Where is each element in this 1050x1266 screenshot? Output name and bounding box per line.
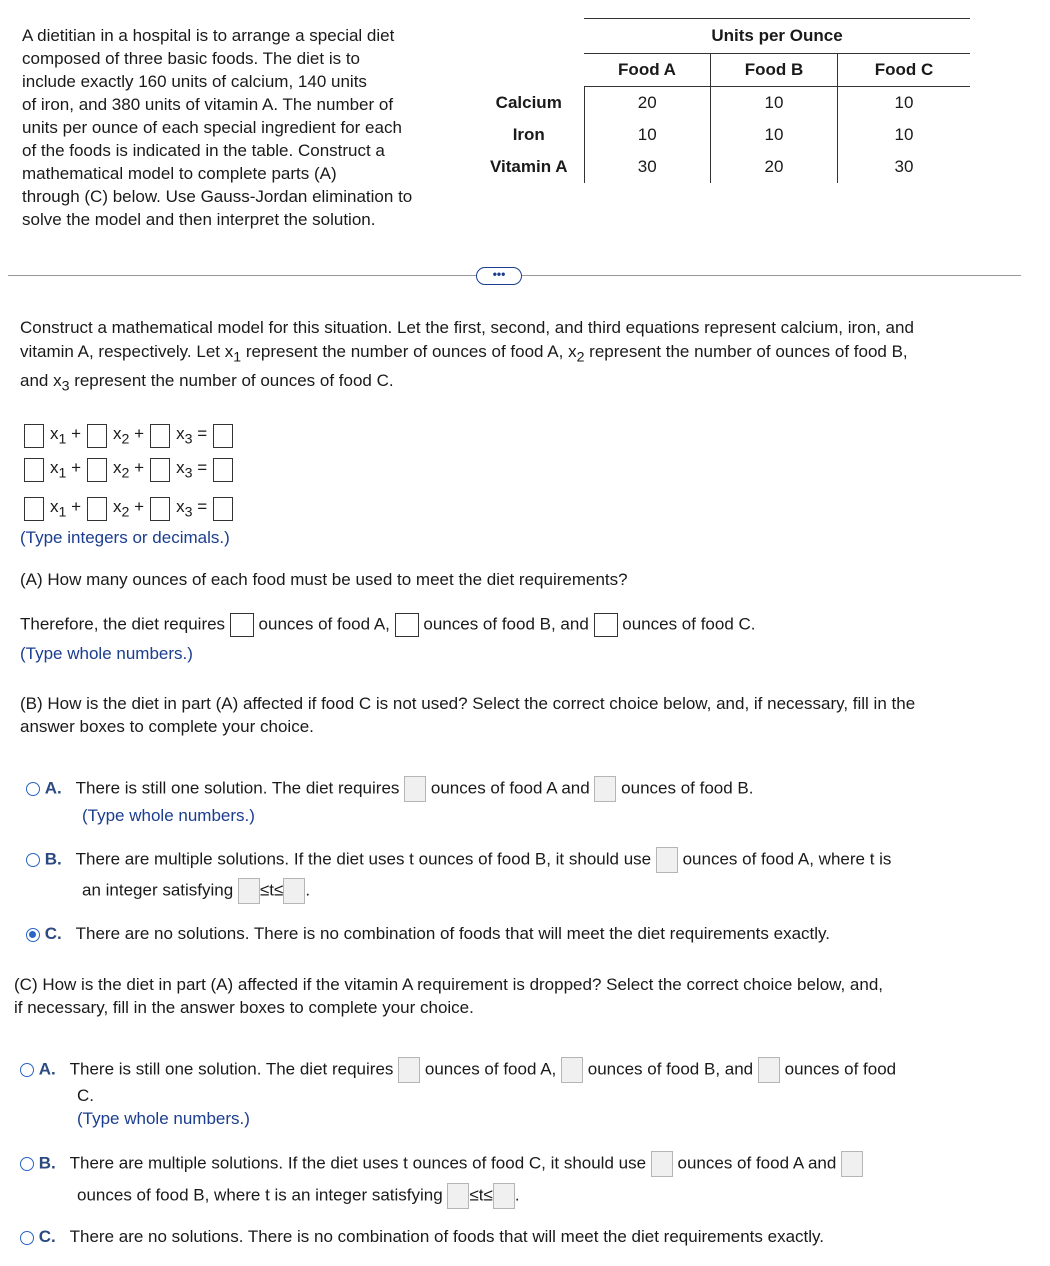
food-a-input[interactable] bbox=[230, 613, 254, 637]
equations-hint: (Type integers or decimals.) bbox=[20, 528, 230, 547]
part-b-option-a[interactable]: A. There is still one solution. The diet requires ounces of food A and ounces of food B. bbox=[26, 776, 753, 802]
problem-line: through (C) below. Use Gauss-Jordan elimination to bbox=[22, 187, 413, 206]
radio-button-selected[interactable] bbox=[26, 928, 40, 942]
column-header: Food B bbox=[711, 54, 838, 87]
units-table bbox=[474, 18, 970, 183]
part-c-question: if necessary, fill in the answer boxes to complete your choice. bbox=[14, 998, 474, 1017]
problem-line: solve the model and then interpret the solution. bbox=[22, 210, 376, 229]
food-a-input[interactable] bbox=[404, 776, 426, 802]
rhs-input[interactable] bbox=[213, 497, 233, 521]
coef-input[interactable] bbox=[24, 458, 44, 482]
coef-input[interactable] bbox=[87, 458, 107, 482]
column-header: Food A bbox=[584, 54, 711, 87]
coef-input[interactable] bbox=[24, 424, 44, 448]
part-a-question: (A) How many ounces of each food must be used to meet the diet requirements? bbox=[20, 570, 628, 589]
equation-row-calcium: $x_1$ + $x_2$ + $x_3$ = bbox=[24, 424, 233, 448]
table-cell: 10 bbox=[838, 119, 971, 151]
expand-button[interactable]: ••• bbox=[476, 267, 522, 285]
food-b-input[interactable] bbox=[594, 776, 616, 802]
coef-input[interactable] bbox=[87, 497, 107, 521]
radio-button[interactable] bbox=[20, 1063, 34, 1077]
model-prompt-line: vitamin A, respectively. Let $x_1$ represent the number of ounces of food A, $x_2$ represent the number of ounces of food B, bbox=[20, 342, 908, 366]
column-header: Food C bbox=[838, 54, 971, 87]
table-cell: 30 bbox=[584, 151, 711, 183]
part-a-answer-row: Therefore, the diet requires ounces of food A, ounces of food B, and ounces of food C. bbox=[20, 613, 756, 637]
radio-button[interactable] bbox=[20, 1157, 34, 1171]
problem-statement bbox=[22, 24, 462, 231]
table-cell: 10 bbox=[711, 87, 838, 120]
problem-line: composed of three basic foods. The diet is to bbox=[22, 49, 360, 68]
row-label: Calcium bbox=[495, 92, 562, 112]
food-a-input[interactable] bbox=[656, 847, 678, 873]
coef-input[interactable] bbox=[24, 497, 44, 521]
table-row bbox=[474, 87, 970, 120]
food-c-input[interactable] bbox=[758, 1057, 780, 1083]
table-cell: 20 bbox=[711, 151, 838, 183]
food-a-input[interactable] bbox=[398, 1057, 420, 1083]
part-c-option-a-cont: C. bbox=[77, 1086, 94, 1105]
equation-row-iron: $x_1$ + $x_2$ + $x_3$ = bbox=[24, 458, 233, 482]
part-b-option-c[interactable]: C. There are no solutions. There is no combination of foods that will meet the diet requirements exactly. bbox=[26, 924, 830, 944]
food-a-input[interactable] bbox=[651, 1151, 673, 1177]
problem-line: A dietitian in a hospital is to arrange a special diet bbox=[22, 26, 395, 45]
food-c-input[interactable] bbox=[594, 613, 618, 637]
food-b-input[interactable] bbox=[561, 1057, 583, 1083]
table-title: Units per Ounce bbox=[584, 19, 970, 54]
part-c-option-c[interactable]: C. There are no solutions. There is no combination of foods that will meet the diet requirements exactly. bbox=[20, 1227, 824, 1247]
row-label: Iron bbox=[512, 125, 545, 144]
table-row bbox=[474, 119, 970, 151]
part-b-question: (B) How is the diet in part (A) affected if food C is not used? Select the correct choice below, and, if necessary, fill in the bbox=[20, 694, 916, 713]
part-c-option-b-cont: ounces of food B, where t is an integer satisfying ≤t≤ . bbox=[77, 1183, 520, 1209]
equation-row-vitamin-a: $x_1$ + $x_2$ + $x_3$ = bbox=[24, 497, 233, 521]
food-b-input[interactable] bbox=[395, 613, 419, 637]
problem-line: mathematical model to complete parts (A) bbox=[22, 164, 337, 183]
table-row bbox=[474, 151, 970, 183]
lower-bound-input[interactable] bbox=[238, 878, 260, 904]
problem-line: units per ounce of each special ingredient for each bbox=[22, 118, 402, 137]
coef-input[interactable] bbox=[150, 424, 170, 448]
table-cell: 10 bbox=[838, 87, 971, 120]
model-prompt-line: Construct a mathematical model for this situation. Let the first, second, and third equations represent calcium, iron, and bbox=[20, 318, 914, 337]
model-prompt-line: and $x_3$ represent the number of ounces of food C. bbox=[20, 371, 394, 395]
part-b-option-a-hint: (Type whole numbers.) bbox=[82, 806, 255, 825]
part-c-option-a[interactable]: A. There is still one solution. The diet requires ounces of food A, ounces of food B, and ounces of food bbox=[20, 1057, 896, 1083]
table-cell: 10 bbox=[584, 119, 711, 151]
rhs-input[interactable] bbox=[213, 424, 233, 448]
radio-button[interactable] bbox=[26, 782, 40, 796]
part-b-question: answer boxes to complete your choice. bbox=[20, 717, 314, 736]
row-label: Vitamin A bbox=[490, 157, 568, 176]
part-c-option-a-hint: (Type whole numbers.) bbox=[77, 1109, 250, 1128]
part-a-hint: (Type whole numbers.) bbox=[20, 644, 193, 663]
part-b-option-b[interactable]: B. There are multiple solutions. If the diet uses t ounces of food B, it should use ounces of food A, where t is bbox=[26, 847, 891, 873]
problem-line: of the foods is indicated in the table. Construct a bbox=[22, 141, 385, 160]
rhs-input[interactable] bbox=[213, 458, 233, 482]
part-c-question: (C) How is the diet in part (A) affected if the vitamin A requirement is dropped? Select the correct choice below, and, bbox=[14, 975, 884, 994]
coef-input[interactable] bbox=[87, 424, 107, 448]
part-b-option-b-cont: an integer satisfying ≤t≤ . bbox=[82, 878, 310, 904]
radio-button[interactable] bbox=[20, 1231, 34, 1245]
lower-bound-input[interactable] bbox=[447, 1183, 469, 1209]
problem-line: of iron, and 380 units of vitamin A. The number of bbox=[22, 95, 394, 114]
problem-line: include exactly 160 units of calcium, 140 units bbox=[22, 72, 367, 91]
table-cell: 10 bbox=[711, 119, 838, 151]
coef-input[interactable] bbox=[150, 458, 170, 482]
table-cell: 30 bbox=[838, 151, 971, 183]
food-b-input[interactable] bbox=[841, 1151, 863, 1177]
upper-bound-input[interactable] bbox=[283, 878, 305, 904]
coef-input[interactable] bbox=[150, 497, 170, 521]
table-cell: 20 bbox=[584, 87, 711, 120]
radio-button[interactable] bbox=[26, 853, 40, 867]
part-c-option-b[interactable]: B. There are multiple solutions. If the diet uses t ounces of food C, it should use ounces of food A and bbox=[20, 1151, 863, 1177]
upper-bound-input[interactable] bbox=[493, 1183, 515, 1209]
